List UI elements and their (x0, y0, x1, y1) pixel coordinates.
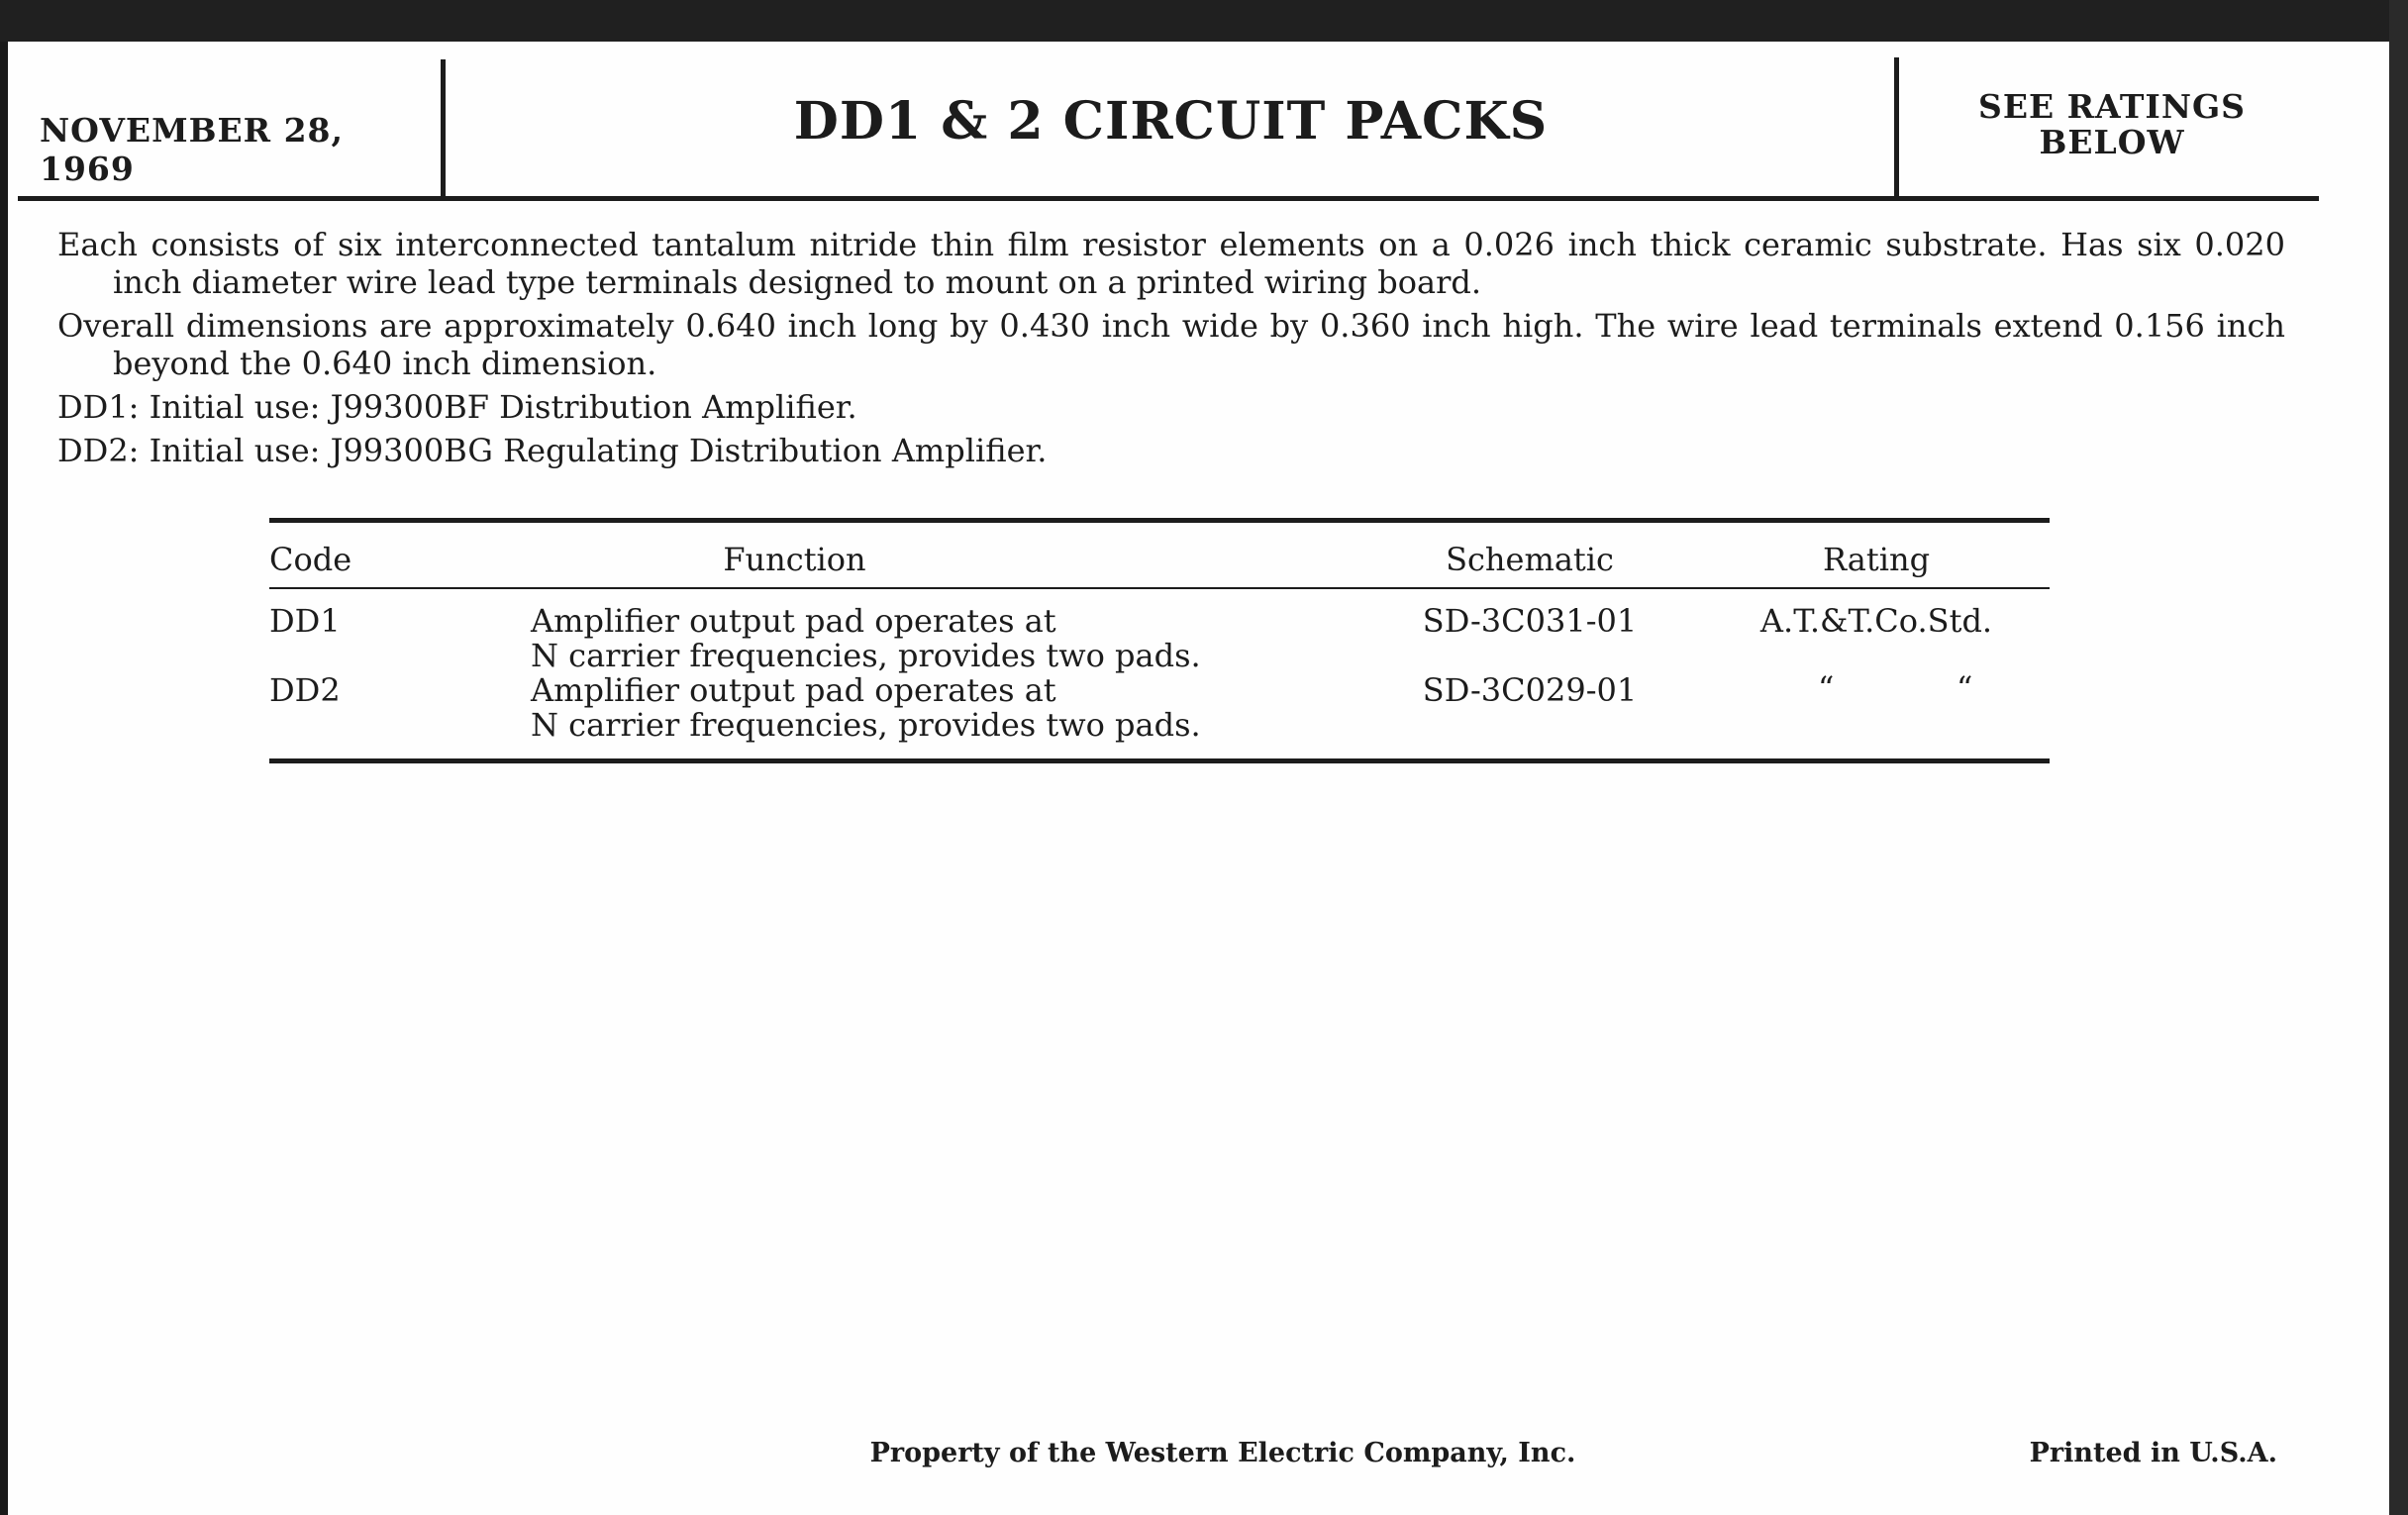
header-rule (18, 196, 2319, 201)
function-line: N carrier frequencies, provides two pads. (531, 706, 1201, 744)
table-cell-code: DD2 (269, 671, 341, 709)
ratings-note-line1: SEE RATINGS (1977, 87, 2247, 126)
table-header-rule (269, 587, 2050, 589)
ditto-mark: “ (1818, 669, 1835, 707)
initial-use-line: DD1: Initial use: J99300BF Distribution Amplifier. (57, 388, 857, 426)
ratings-note-line2: BELOW (2039, 123, 2185, 161)
page-title: DD1 & 2 CIRCUIT PACKS (793, 91, 1549, 152)
description (57, 226, 2285, 475)
property-notice: Property of the Western Electric Company, Inc. (869, 1438, 1576, 1468)
ditto-mark: “ (1956, 669, 1973, 707)
table-cell-schematic: SD-3C031-01 (1422, 602, 1638, 640)
initial-use-line: DD2: Initial use: J99300BG Regulating Distribution Amplifier. (57, 432, 1048, 469)
table-cell-function (531, 673, 1201, 743)
table-cell-function (531, 604, 1201, 673)
printed-notice: Printed in U.S.A. (2029, 1438, 2277, 1468)
table-bottom-rule (269, 758, 2050, 763)
column-header-schematic: Schematic (1446, 541, 1614, 578)
issue-date: NOVEMBER 28, 1969 (40, 111, 344, 188)
function-line: Amplifier output pad operates at (531, 602, 1056, 640)
description-paragraph: Overall dimensions are approximately 0.640 inch long by 0.430 inch wide by 0.360 inch high. The wire lead terminals extend 0.156 inch beyond the 0.640 inch dimension. (57, 307, 2285, 382)
table-top-rule (269, 518, 2050, 523)
ratings-note (1899, 89, 2325, 160)
column-header-function: Function (723, 541, 866, 578)
function-line: Amplifier output pad operates at (531, 671, 1056, 709)
table-cell-rating: A.T.&T.Co.Std. (1759, 602, 1993, 640)
description-paragraph: Each consists of six interconnected tantalum nitride thin film resistor elements on a 0.026 inch thick ceramic substrate. Has six 0.020 inch diameter wire lead type terminals designed to mount on a printed wiring board. (57, 226, 2285, 301)
column-header-rating: Rating (1822, 541, 1931, 578)
table-cell-code: DD1 (269, 602, 341, 640)
table-cell-schematic: SD-3C029-01 (1422, 671, 1638, 709)
scan-background-right (2389, 0, 2408, 1515)
function-line: N carrier frequencies, provides two pads. (531, 637, 1201, 674)
scan-background-top (0, 0, 2408, 42)
column-header-code: Code (269, 541, 352, 578)
